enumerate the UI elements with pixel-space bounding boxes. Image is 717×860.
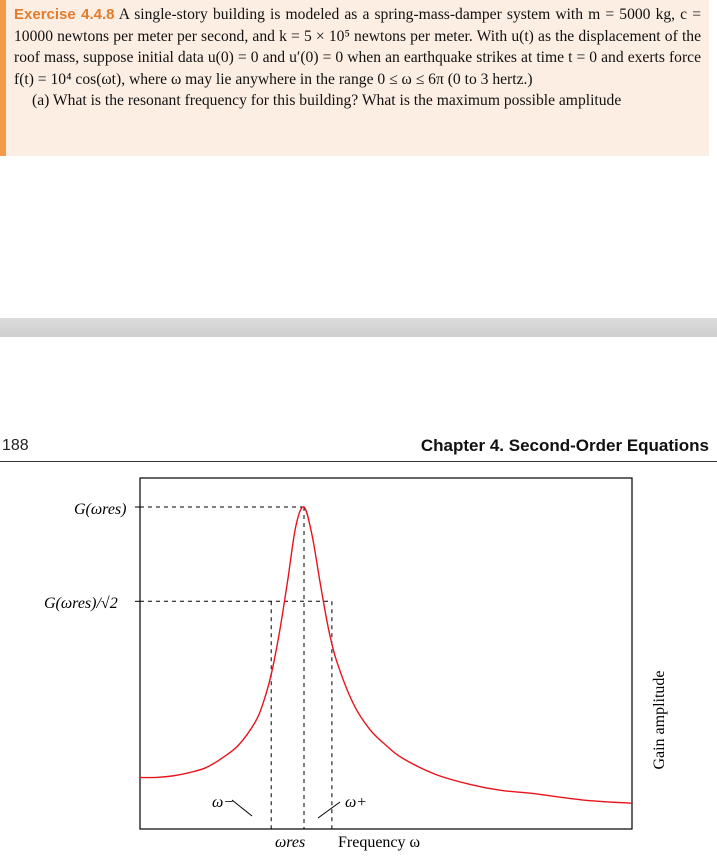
chapter-title: Chapter 4. Second-Order Equations — [420, 436, 709, 455]
page-number: 188 — [2, 437, 29, 454]
omega-plus-pointer — [318, 802, 340, 818]
guide-lines — [135, 507, 332, 829]
y-mark-g-res-sqrt2: G(ωres)/√2 — [44, 595, 118, 612]
x-axis-label: Frequency ω — [338, 834, 421, 851]
x-mark-omega-res: ωres — [275, 834, 306, 851]
exercise-body: A single-story building is modeled as a spring-mass-damper system with m = 5000 kg, c = 10000 newtons per meter per second, and k = 5 × 10⁵ newtons per meter. With u(t) as the displacement of the roof mass, suppose initial data u(0) = 0 and u′(0) = 0 when an earthquake strikes at time t = 0 and exerts force f(t) = 10⁴ cos(ωt), where ω may lie anywhere in the range 0 ≤ ω ≤ 6π (0 to 3 hertz.) — [14, 6, 701, 88]
y-mark-g-res: G(ωres) — [74, 501, 127, 518]
y-axis-label: Gain amplitude — [651, 670, 668, 770]
page-divider — [0, 318, 717, 337]
omega-minus-pointer — [232, 800, 252, 816]
exercise-label: Exercise 4.4.8 — [14, 6, 115, 23]
exercise-part-a: (a) What is the resonant frequency for this building? What is the maximum possible amplitude — [32, 92, 622, 110]
gain-curve — [140, 507, 632, 803]
x-mark-omega-minus: ω− — [212, 794, 235, 811]
marker-arrows — [232, 800, 340, 818]
exercise-text — [14, 4, 701, 90]
exercise-box — [0, 0, 709, 156]
plot-frame — [140, 478, 632, 829]
x-mark-omega-plus: ω+ — [345, 794, 368, 811]
gain-amplitude-chart — [0, 462, 717, 860]
